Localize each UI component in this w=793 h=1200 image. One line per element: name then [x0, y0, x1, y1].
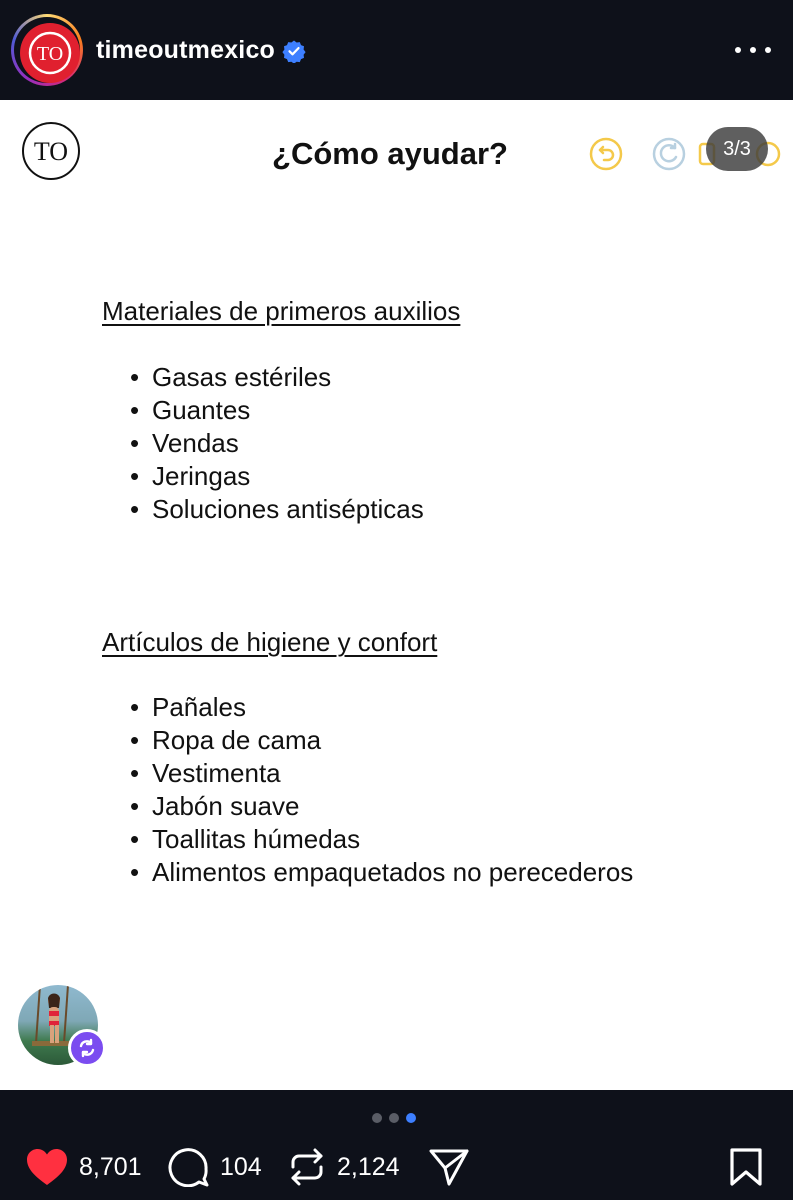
carousel-dot-active — [406, 1113, 416, 1123]
carousel-dot — [389, 1113, 399, 1123]
list-item: • Gasas estériles — [130, 361, 424, 394]
list-item: • Vendas — [130, 427, 424, 460]
list-item: • Alimentos empaquetados no perecederos — [130, 856, 633, 889]
list-item: • Guantes — [130, 394, 424, 427]
more-options-icon[interactable] — [735, 38, 771, 62]
timeout-logo-icon — [20, 23, 80, 83]
repost-button[interactable] — [287, 1147, 400, 1187]
redo-icon — [651, 136, 687, 172]
list-item: • Toallitas húmedas — [130, 823, 633, 856]
carousel-dot — [372, 1113, 382, 1123]
svg-text:TO: TO — [36, 43, 64, 65]
username[interactable]: timeoutmexico — [96, 36, 276, 64]
list-item: • Jeringas — [130, 460, 424, 493]
repost-badge-icon — [68, 1029, 106, 1067]
first-aid-list — [130, 361, 424, 526]
share-button[interactable] — [428, 1147, 470, 1187]
list-item: • Vestimenta — [130, 757, 633, 790]
comment-count: 104 — [220, 1152, 262, 1181]
comment-button[interactable] — [168, 1147, 262, 1187]
repost-count: 2,124 — [337, 1152, 400, 1181]
section-heading-first-aid: Materiales de primeros auxilios — [102, 296, 461, 326]
section-heading-hygiene: Artículos de higiene y confort — [102, 627, 438, 657]
repost-icon — [287, 1147, 327, 1187]
profile-avatar[interactable] — [11, 14, 83, 86]
list-item: • Ropa de cama — [130, 724, 633, 757]
bookmark-icon[interactable] — [728, 1147, 764, 1187]
send-icon — [428, 1147, 470, 1187]
verified-badge-icon — [282, 39, 306, 63]
svg-text:TO: TO — [33, 137, 69, 166]
slide-counter-badge: 3/3 — [706, 127, 768, 171]
list-item: • Jabón suave — [130, 790, 633, 823]
carousel-indicator — [372, 1113, 416, 1123]
comment-icon — [168, 1147, 210, 1187]
slide-title: ¿Cómo ayudar? — [272, 136, 508, 171]
list-item: • Soluciones antisépticas — [130, 493, 424, 526]
hygiene-list — [130, 691, 633, 889]
like-button[interactable] — [25, 1147, 142, 1187]
heart-icon — [25, 1147, 69, 1187]
undo-icon — [588, 136, 624, 172]
like-count: 8,701 — [79, 1152, 142, 1181]
post-actions-bar — [0, 1090, 793, 1200]
list-item: • Pañales — [130, 691, 633, 724]
post-header — [0, 0, 793, 100]
carousel-slide[interactable] — [0, 100, 793, 1090]
